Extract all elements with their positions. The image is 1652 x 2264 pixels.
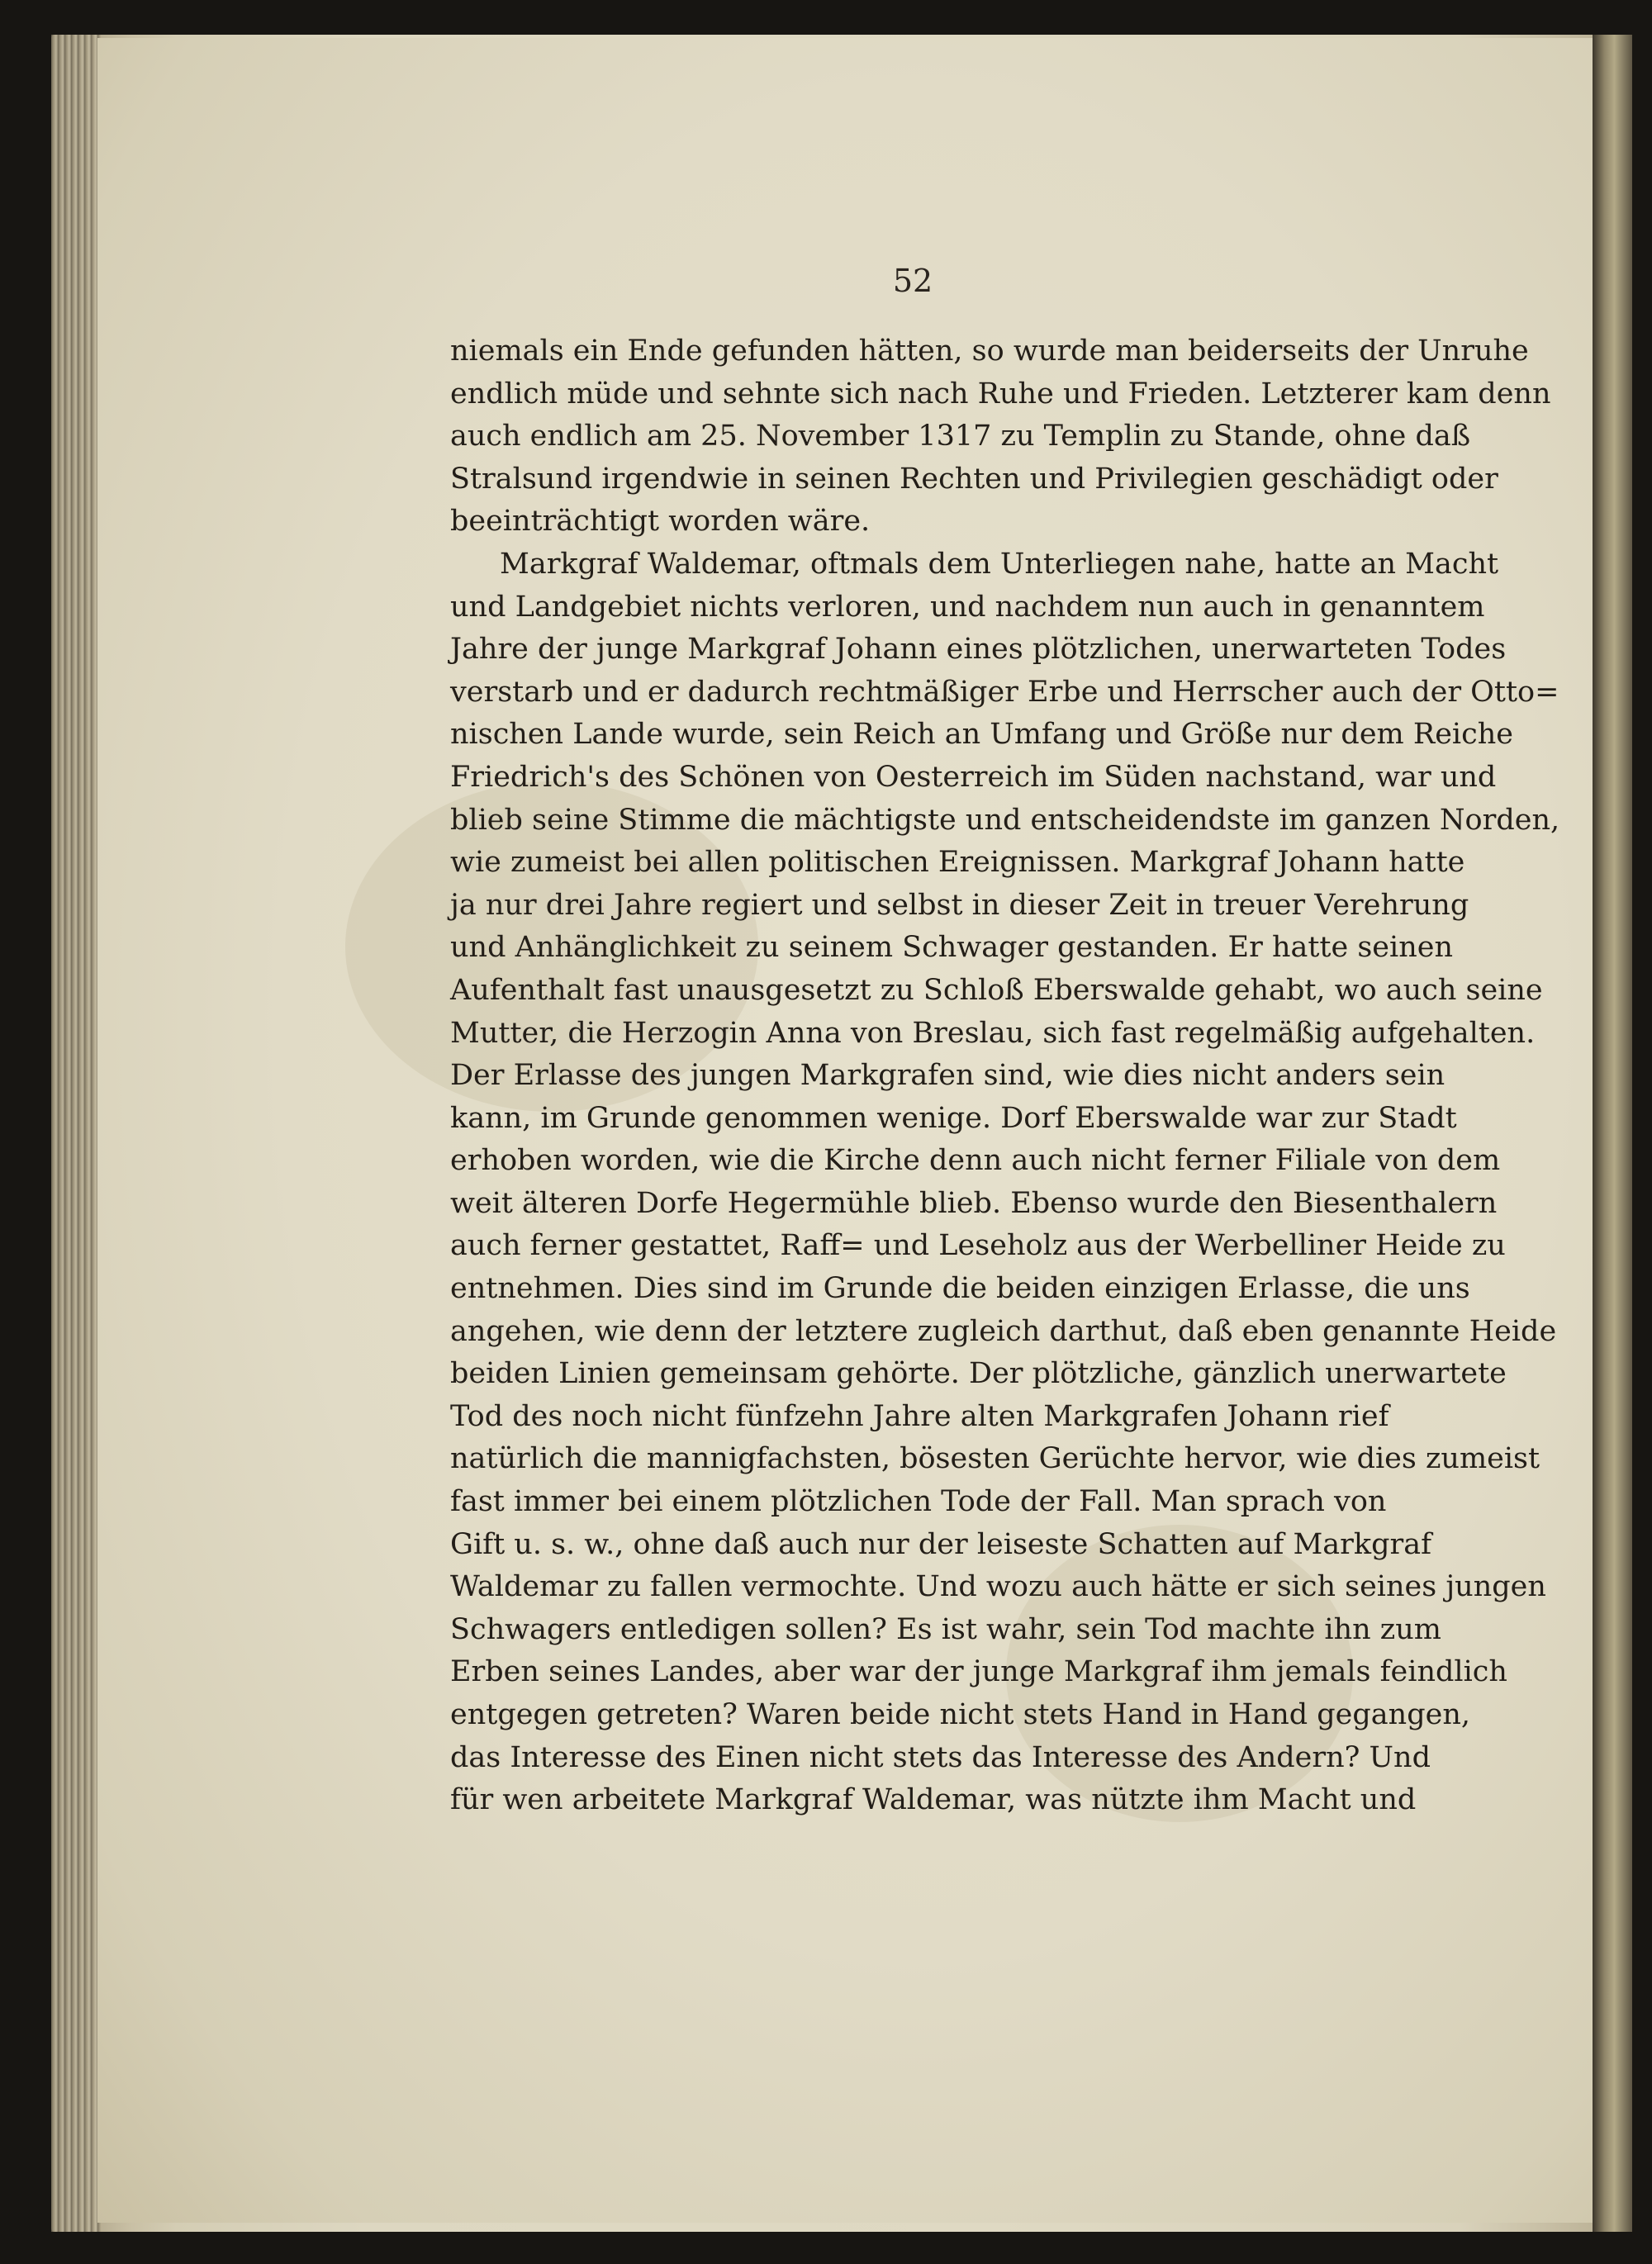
- text-line: Waldemar zu fallen vermochte. Und wozu auch hätte er sich seines jungen: [450, 1570, 1546, 1604]
- text-line: Schwagers entledigen sollen? Es ist wahr, sein Tod machte ihn zum: [450, 1612, 1441, 1646]
- text-line: endlich müde und sehnte sich nach Ruhe und Frieden. Letzterer kam denn: [450, 377, 1551, 411]
- text-line: ja nur drei Jahre regiert und selbst in dieser Zeit in treuer Verehrung: [450, 888, 1469, 922]
- text-line: fast immer bei einem plötzlichen Tode der Fall. Man sprach von: [450, 1485, 1387, 1519]
- text-line: beeinträchtigt worden wäre.: [450, 505, 871, 539]
- text-line: Der Erlasse des jungen Markgrafen sind, wie dies nicht anders sein: [450, 1059, 1446, 1093]
- text-line: natürlich die mannigfachsten, bösesten Gerüchte hervor, wie dies zumeist: [450, 1442, 1540, 1476]
- text-line: verstarb und er dadurch rechtmäßiger Erbe und Herrscher auch der Otto=: [450, 675, 1559, 709]
- text-line: Mutter, die Herzogin Anna von Breslau, sich fast regelmäßig aufgehalten.: [450, 1016, 1536, 1050]
- text-line: kann, im Grunde genommen wenige. Dorf Eberswalde war zur Stadt: [450, 1101, 1457, 1135]
- text-line: und Anhänglichkeit zu seinem Schwager gestanden. Er hatte seinen: [450, 931, 1453, 965]
- text-line: Erben seines Landes, aber war der junge Markgraf ihm jemals feindlich: [450, 1655, 1507, 1689]
- text-line: erhoben worden, wie die Kirche denn auch nicht ferner Filiale von dem: [450, 1144, 1501, 1178]
- text-line: Aufenthalt fast unausgesetzt zu Schloß Eberswalde gehabt, wo auch seine: [450, 973, 1543, 1007]
- text-line: und Landgebiet nichts verloren, und nachdem nun auch in genanntem: [450, 590, 1485, 624]
- body-text: [450, 330, 1560, 1822]
- text-line: wie zumeist bei allen politischen Ereignissen. Markgraf Johann hatte: [450, 846, 1465, 880]
- text-line: niemals ein Ende gefunden hätten, so wurde man beiderseits der Unruhe: [450, 335, 1529, 368]
- text-line: blieb seine Stimme die mächtigste und entscheidendste im ganzen Norden,: [450, 803, 1560, 837]
- text-line: angehen, wie denn der letztere zugleich darthut, daß eben genannte Heide: [450, 1314, 1557, 1348]
- next-page-edge: [1593, 35, 1632, 2232]
- text-line: Gift u. s. w., ohne daß auch nur der leiseste Schatten auf Markgraf: [450, 1527, 1432, 1561]
- text-line: entgegen getreten? Waren beide nicht stets Hand in Hand gegangen,: [450, 1698, 1470, 1731]
- text-line: Tod des noch nicht fünfzehn Jahre alten Markgrafen Johann rief: [450, 1399, 1389, 1433]
- text-line: nischen Lande wurde, sein Reich an Umfang und Größe nur dem Reiche: [450, 718, 1513, 752]
- text-line: beiden Linien gemeinsam gehörte. Der plötzliche, gänzlich unerwartete: [450, 1357, 1507, 1391]
- text-line: für wen arbeitete Markgraf Waldemar, was nützte ihm Macht und: [450, 1783, 1417, 1817]
- text-line: Stralsund irgendwie in seinen Rechten und Privilegien geschädigt oder: [450, 462, 1498, 496]
- text-line: Friedrich's des Schönen von Oesterreich im Süden nachstand, war und: [450, 760, 1497, 794]
- text-line: auch endlich am 25. November 1317 zu Templin zu Stande, ohne daß: [450, 420, 1471, 453]
- text-line: weit älteren Dorfe Hegermühle blieb. Ebenso wurde den Biesenthalern: [450, 1186, 1498, 1220]
- text-line: auch ferner gestattet, Raff= und Leseholz aus der Werbelliner Heide zu: [450, 1229, 1506, 1263]
- text-line: Markgraf Waldemar, oftmals dem Unterliegen nahe, hatte an Macht: [500, 547, 1499, 581]
- page-edges: [51, 35, 101, 2232]
- text-line: Jahre der junge Markgraf Johann eines plötzlichen, unerwarteten Todes: [450, 633, 1507, 667]
- text-line: das Interesse des Einen nicht stets das Interesse des Andern? Und: [450, 1740, 1431, 1774]
- page-number: 52: [892, 263, 933, 299]
- text-line: entnehmen. Dies sind im Grunde die beiden einzigen Erlasse, die uns: [450, 1272, 1470, 1306]
